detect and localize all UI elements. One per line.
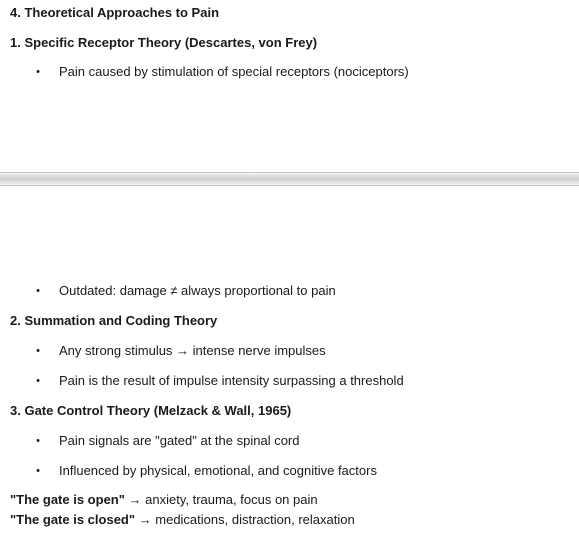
gate-open-note [10,492,318,508]
gate-open-label: "The gate is open" [10,492,125,507]
gate-closed-label: "The gate is closed" [10,512,136,527]
bullet-icon: • [36,435,40,447]
page-break [0,172,579,186]
page-break-edge-top [0,172,579,173]
list-item-text: Influenced by physical, emotional, and cognitive factors [59,463,377,478]
bullet-icon: • [36,375,40,387]
gate-closed-note [10,512,355,528]
list-item-text: Outdated: damage ≠ always proportional to pain [59,283,336,298]
list-item [0,373,579,389]
list-item-text: Pain caused by stimulation of special receptors (nociceptors) [59,64,409,79]
bullet-icon: • [36,66,40,78]
bullet-icon: • [36,285,40,297]
list-item [0,433,579,449]
list-item [0,463,579,479]
bullet-icon: • [36,345,40,357]
list-item-text: Pain is the result of impulse intensity surpassing a threshold [59,373,404,388]
gate-closed-text: → medications, distraction, relaxation [135,512,355,527]
theory-title-summation: 2. Summation and Coding Theory [10,313,218,328]
list-item [0,283,579,299]
list-item-text: Pain signals are "gated" at the spinal cord [59,433,300,448]
gate-open-text: → anxiety, trauma, focus on pain [124,492,318,507]
theory-title-gate-control: 3. Gate Control Theory (Melzack & Wall, 1965) [10,403,292,418]
list-item-text: Any strong stimulus → intense nerve impulses [59,343,326,358]
page-break-edge-bottom [0,185,579,186]
list-item [0,64,579,80]
section-heading: 4. Theoretical Approaches to Pain [10,5,220,20]
list-item [0,343,579,359]
theory-title-specific-receptor: 1. Specific Receptor Theory (Descartes, von Frey) [10,35,318,50]
bullet-icon: • [36,465,40,477]
